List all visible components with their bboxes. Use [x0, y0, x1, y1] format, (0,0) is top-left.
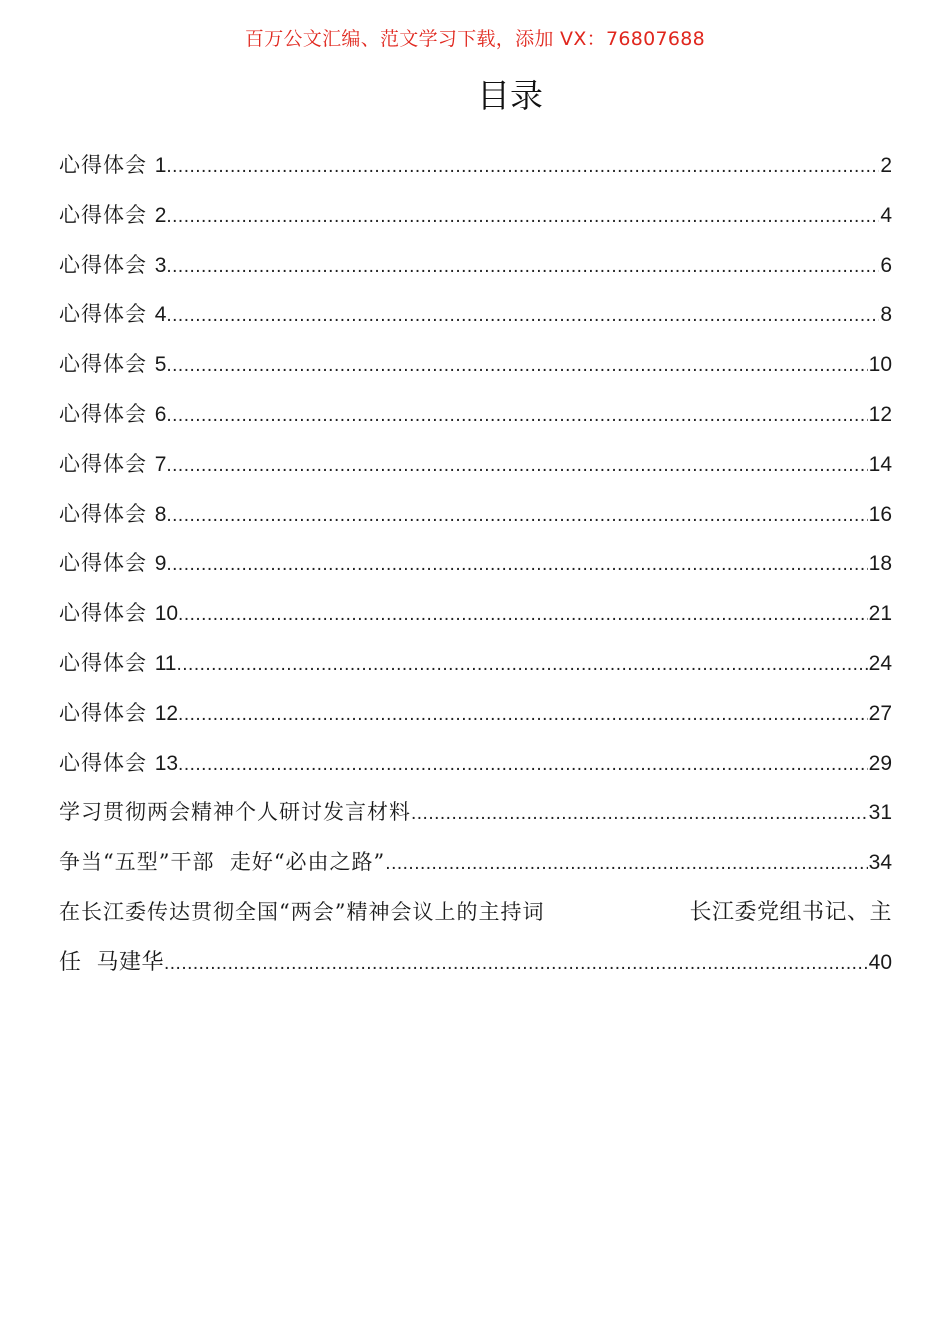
toc-entry-number: 9: [154, 552, 167, 576]
toc-entry[interactable]: [59, 639, 892, 689]
toc-entry-author: 长江委党组书记、主: [689, 899, 892, 925]
toc-dot-leader: [178, 590, 868, 640]
toc-entry-number: 3: [154, 253, 167, 277]
toc-entry-number: 5: [154, 353, 167, 377]
toc-dot-leader: [166, 142, 879, 192]
toc-entry-label: 心得体会: [59, 352, 147, 377]
toc-page-number: 34: [868, 851, 892, 875]
toc-entry[interactable]: [59, 589, 892, 639]
toc-page-number: 4: [880, 203, 892, 227]
toc-page-number: 16: [868, 502, 892, 526]
toc-entry[interactable]: [59, 788, 892, 838]
toc-page-number: 12: [868, 402, 892, 426]
toc-entry[interactable]: [59, 191, 892, 241]
toc-page-number: 8: [880, 303, 892, 327]
toc-entry[interactable]: [59, 440, 892, 490]
toc-page-number: 27: [868, 701, 892, 725]
toc-entry[interactable]: [59, 390, 892, 440]
toc-page-number: 21: [868, 602, 892, 626]
toc-entry-number: 8: [154, 502, 167, 526]
toc-entry-number: 13: [154, 751, 179, 775]
toc-entry-number: 1: [154, 154, 167, 177]
toc-page-number: 18: [868, 552, 892, 576]
toc-entry[interactable]: [59, 141, 892, 191]
toc-entry-number: 4: [154, 303, 167, 327]
toc-entry-label: 心得体会: [59, 401, 147, 426]
toc-dot-leader: [166, 291, 879, 341]
toc-entry[interactable]: [59, 490, 892, 540]
toc-entry-label: 心得体会: [59, 650, 147, 675]
toc-dot-leader: [411, 789, 868, 839]
toc-page-number: 10: [868, 353, 892, 377]
toc-dot-leader: [385, 839, 867, 889]
toc-entry-label: 心得体会: [59, 601, 147, 626]
toc-entry-author-cont: 任 马建华: [59, 949, 164, 975]
toc-entry-label: 学习贯彻两会精神个人研讨发言材料: [59, 800, 411, 825]
toc-dot-leader: [166, 242, 879, 292]
toc-dot-leader: [166, 491, 867, 541]
toc-entry[interactable]: [59, 340, 892, 390]
toc-page-number: 31: [868, 801, 892, 825]
toc-entry[interactable]: [59, 539, 892, 589]
toc-dot-leader: [166, 341, 867, 391]
toc-dot-leader: [166, 192, 879, 242]
toc-entry-label: 心得体会: [59, 700, 147, 725]
toc-entry-number: 6: [154, 402, 167, 426]
watermark-header: 百万公文汇编、范文学习下载，添加 VX：76807688: [244, 28, 706, 50]
toc-entry-label: 心得体会: [59, 501, 147, 526]
toc-dot-leader: [178, 740, 868, 790]
toc-entry-label: 心得体会: [59, 302, 147, 327]
toc-entry[interactable]: [59, 689, 892, 739]
toc-dot-leader: [166, 441, 867, 491]
toc-title: 目录: [477, 76, 543, 115]
toc-page-number: 2: [880, 154, 892, 177]
toc-dot-leader: [166, 391, 867, 441]
toc-entry-label: 争当“五型”干部 走好“必由之路”: [59, 850, 386, 875]
toc-entry-label: 心得体会: [59, 153, 147, 177]
toc-dot-leader: [177, 640, 868, 690]
toc-dot-leader: [166, 540, 867, 590]
toc-entry-label: 心得体会: [59, 252, 147, 277]
toc-entry-number: 2: [154, 203, 167, 227]
toc-entry[interactable]: [59, 241, 892, 291]
toc-entry[interactable]: [59, 290, 892, 340]
toc-entry-label: 心得体会: [59, 202, 147, 227]
toc-entry-label: 在长江委传达贯彻全国“两会”精神会议上的主持词: [59, 899, 545, 924]
toc-entry-label: 心得体会: [59, 451, 147, 476]
toc-page-number: 29: [868, 751, 892, 775]
toc-entry-label: 心得体会: [59, 551, 147, 576]
toc-list: [59, 141, 892, 988]
toc-entry[interactable]: [59, 888, 892, 988]
toc-dot-leader: [178, 690, 868, 740]
toc-page-number: 40: [868, 950, 892, 974]
toc-page-number: 24: [868, 651, 892, 675]
toc-entry-number: 10: [154, 602, 179, 626]
toc-entry-number: 12: [154, 701, 179, 725]
toc-entry[interactable]: [59, 739, 892, 789]
toc-page-number: 14: [868, 452, 892, 476]
toc-dot-leader: [164, 939, 868, 989]
toc-page-number: 6: [880, 253, 892, 277]
toc-entry-number: 7: [154, 452, 167, 476]
toc-entry-number: 11: [154, 651, 177, 675]
toc-entry[interactable]: [59, 838, 892, 888]
toc-entry-label: 心得体会: [59, 750, 147, 775]
